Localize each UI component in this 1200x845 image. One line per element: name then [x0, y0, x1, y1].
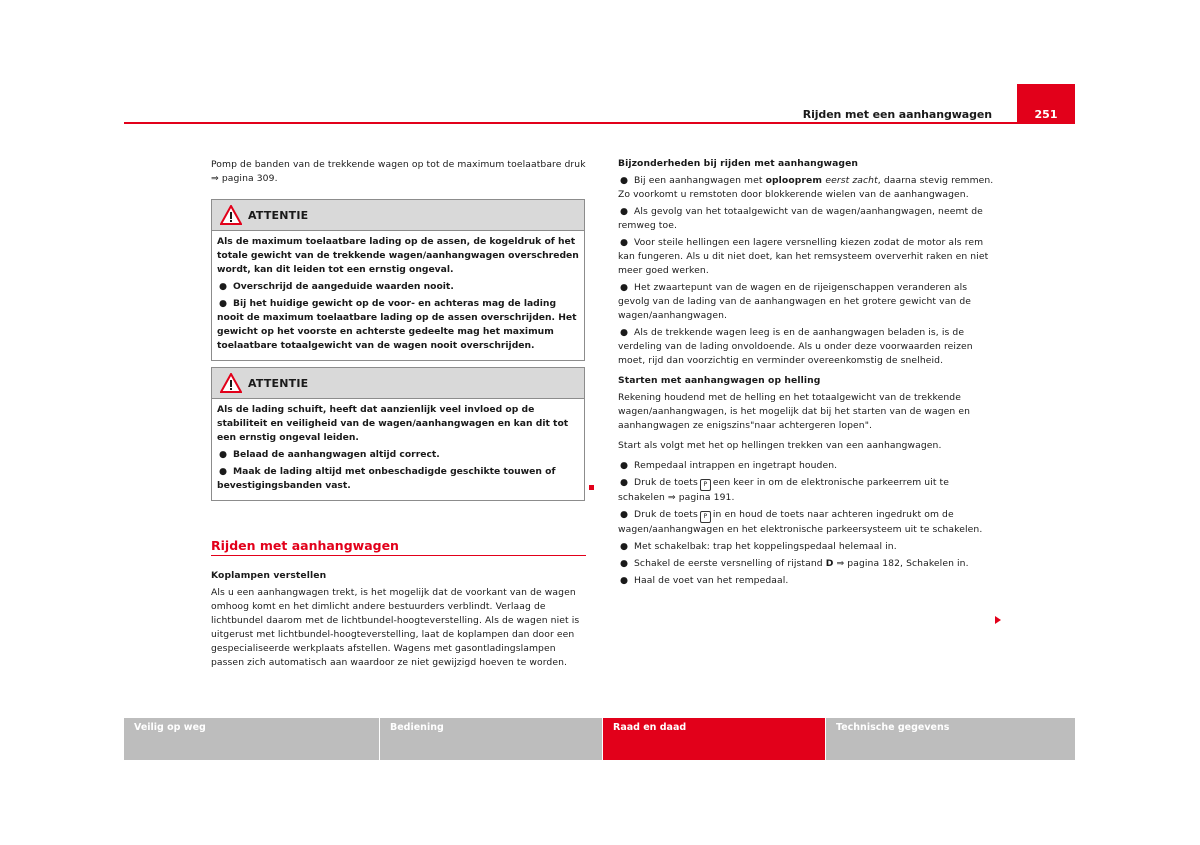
- footer-tab-raad-en-daad[interactable]: Raad en daad: [603, 718, 825, 760]
- warning-triangle-icon: [220, 373, 242, 393]
- paragraph: Start als volgt met het op hellingen trekken van een aanhangwagen.: [618, 440, 942, 451]
- footer-tab-technische-gegevens[interactable]: Technische gegevens: [826, 718, 1075, 760]
- sub-heading: Koplampen verstellen: [211, 570, 327, 581]
- parking-brake-key-icon: P: [700, 479, 711, 491]
- header-rule: [124, 122, 1017, 124]
- page-number-box: [1017, 84, 1075, 124]
- warning-text: Als de lading schuift, heeft dat aanzienlijk veel invloed op de stabiliteit en veiligheid van de wagen/aanhangwagen en kan dit tot een ernstig ongeval leiden.: [217, 404, 569, 443]
- step-item: ● Druk de toets P in en houd de toets naar achteren ingedrukt om de wagen/aanhangwagen en het elektronische parkeersysteem uit te schakelen.: [618, 509, 983, 535]
- intro-text: Pomp de banden van de trekkende wagen op tot de maximum toelaatbare druk ⇒ pagina 309.: [211, 159, 586, 184]
- parking-brake-key-icon: P: [700, 511, 711, 523]
- warning-triangle-icon: [220, 205, 242, 225]
- warning-box-2: [211, 367, 585, 501]
- list-item: ● Voor steile hellingen een lagere versnelling kiezen zodat de motor als rem kan fungeren. Als u dit niet doet, kan het remsysteem oververhit raken en niet meer goed werken.: [618, 237, 989, 276]
- warning-text: Als de maximum toelaatbare lading op de assen, de kogeldruk of het totale gewicht van de trekkende wagen/aanhangwagen overschreden wordt, kan dit leiden tot een ernstig ongeval.: [217, 236, 579, 275]
- step-item: ● Met schakelbak: trap het koppelingspedaal helemaal in.: [620, 541, 897, 552]
- page-number: 251: [1034, 108, 1058, 121]
- headlamp-section: [211, 569, 586, 670]
- list-item: ● Als de trekkende wagen leeg is en de aanhangwagen beladen is, is de verdeling van de lading onvoldoende. Als u onder deze voorwaarden reizen moet, rijd dan voorzichtig en verminder overeenkomstig de snelheid.: [618, 327, 973, 366]
- intro-paragraph: [211, 158, 586, 186]
- step-item: ● Haal de voet van het rempedaal.: [620, 575, 789, 586]
- section-end-marker: [589, 485, 594, 490]
- running-header-title: Rijden met een aanhangwagen: [802, 108, 992, 121]
- list-item: ● Het zwaartepunt van de wagen en de rijeigenschappen veranderen als gevolg van de lading van de aanhangwagen en het grotere gewicht van de wagen/aanhangwagen.: [618, 282, 972, 321]
- step-item: ● Schakel de eerste versnelling of rijstand D ⇒ pagina 182, Schakelen in.: [620, 558, 969, 569]
- warning-bullet: ● Maak de lading altijd met onbeschadigde geschikte touwen of bevestigingsbanden vast.: [217, 466, 556, 491]
- warning-bullet: ● Belaad de aanhangwagen altijd correct.: [219, 449, 440, 460]
- right-column: [618, 157, 994, 588]
- step-item: ● Druk de toets P een keer in om de elektronische parkeerrem uit te schakelen ⇒ pagina 191.: [618, 477, 950, 503]
- warning-header: [212, 368, 584, 399]
- section-title: Rijden met aanhangwagen: [211, 538, 399, 553]
- footer-tab-veilig-op-weg[interactable]: Veilig op weg: [124, 718, 379, 760]
- list-item: ● Bij een aanhangwagen met oplooprem eerst zacht, daarna stevig remmen. Zo voorkomt u remstoten door blokkerende wielen van de aanhangwagen.: [618, 175, 994, 200]
- warning-title: ATTENTIE: [248, 209, 309, 222]
- continue-arrow-icon: [995, 616, 1001, 624]
- warning-header: [212, 200, 584, 231]
- warning-bullet: ● Bij het huidige gewicht op de voor- en achteras mag de lading nooit de maximum toelaatbare lading op de assen overschrijden. Het gewicht op het voorste en achterste gedeelte mag het maximum toelaatbare totaalgewicht van de wagen nooit overschrijden.: [217, 298, 577, 351]
- section-rule: [211, 555, 586, 556]
- sub-heading: Starten met aanhangwagen op helling: [618, 375, 821, 386]
- warning-title: ATTENTIE: [248, 377, 309, 390]
- footer-tab-bediening[interactable]: Bediening: [380, 718, 602, 760]
- headlamp-paragraph: Als u een aanhangwagen trekt, is het mogelijk dat de voorkant van de wagen omhoog komt en het dimlicht andere bestuurders verblindt. Verlaag de lichtbundel daarom met de lichtbundel-hoogteverstelling. Als de wagen niet is uitgerust met lichtbundel-hoogteverstelling, laat de koplampen dan door een gespecialiseerde werkplaats afstellen. Wagens met gasontladingslampen passen zich automatisch aan waardoor ze niet gewijzigd hoeven te worden.: [211, 587, 580, 668]
- warning-bullet: ● Overschrijd de aangeduide waarden nooit.: [219, 281, 454, 292]
- warning-body: [212, 399, 584, 500]
- list-item: ● Als gevolg van het totaalgewicht van de wagen/aanhangwagen, neemt de remweg toe.: [618, 206, 983, 231]
- sub-heading: Bijzonderheden bij rijden met aanhangwagen: [618, 158, 859, 169]
- step-item: ● Rempedaal intrappen en ingetrapt houden.: [620, 460, 838, 471]
- warning-body: [212, 231, 584, 360]
- paragraph: Rekening houdend met de helling en het totaalgewicht van de trekkende wagen/aanhangwagen, is het mogelijk dat bij het starten van de wagen en aanhangwagen ze enigszins"naar achtergeren lopen".: [618, 392, 971, 431]
- warning-box-1: [211, 199, 585, 361]
